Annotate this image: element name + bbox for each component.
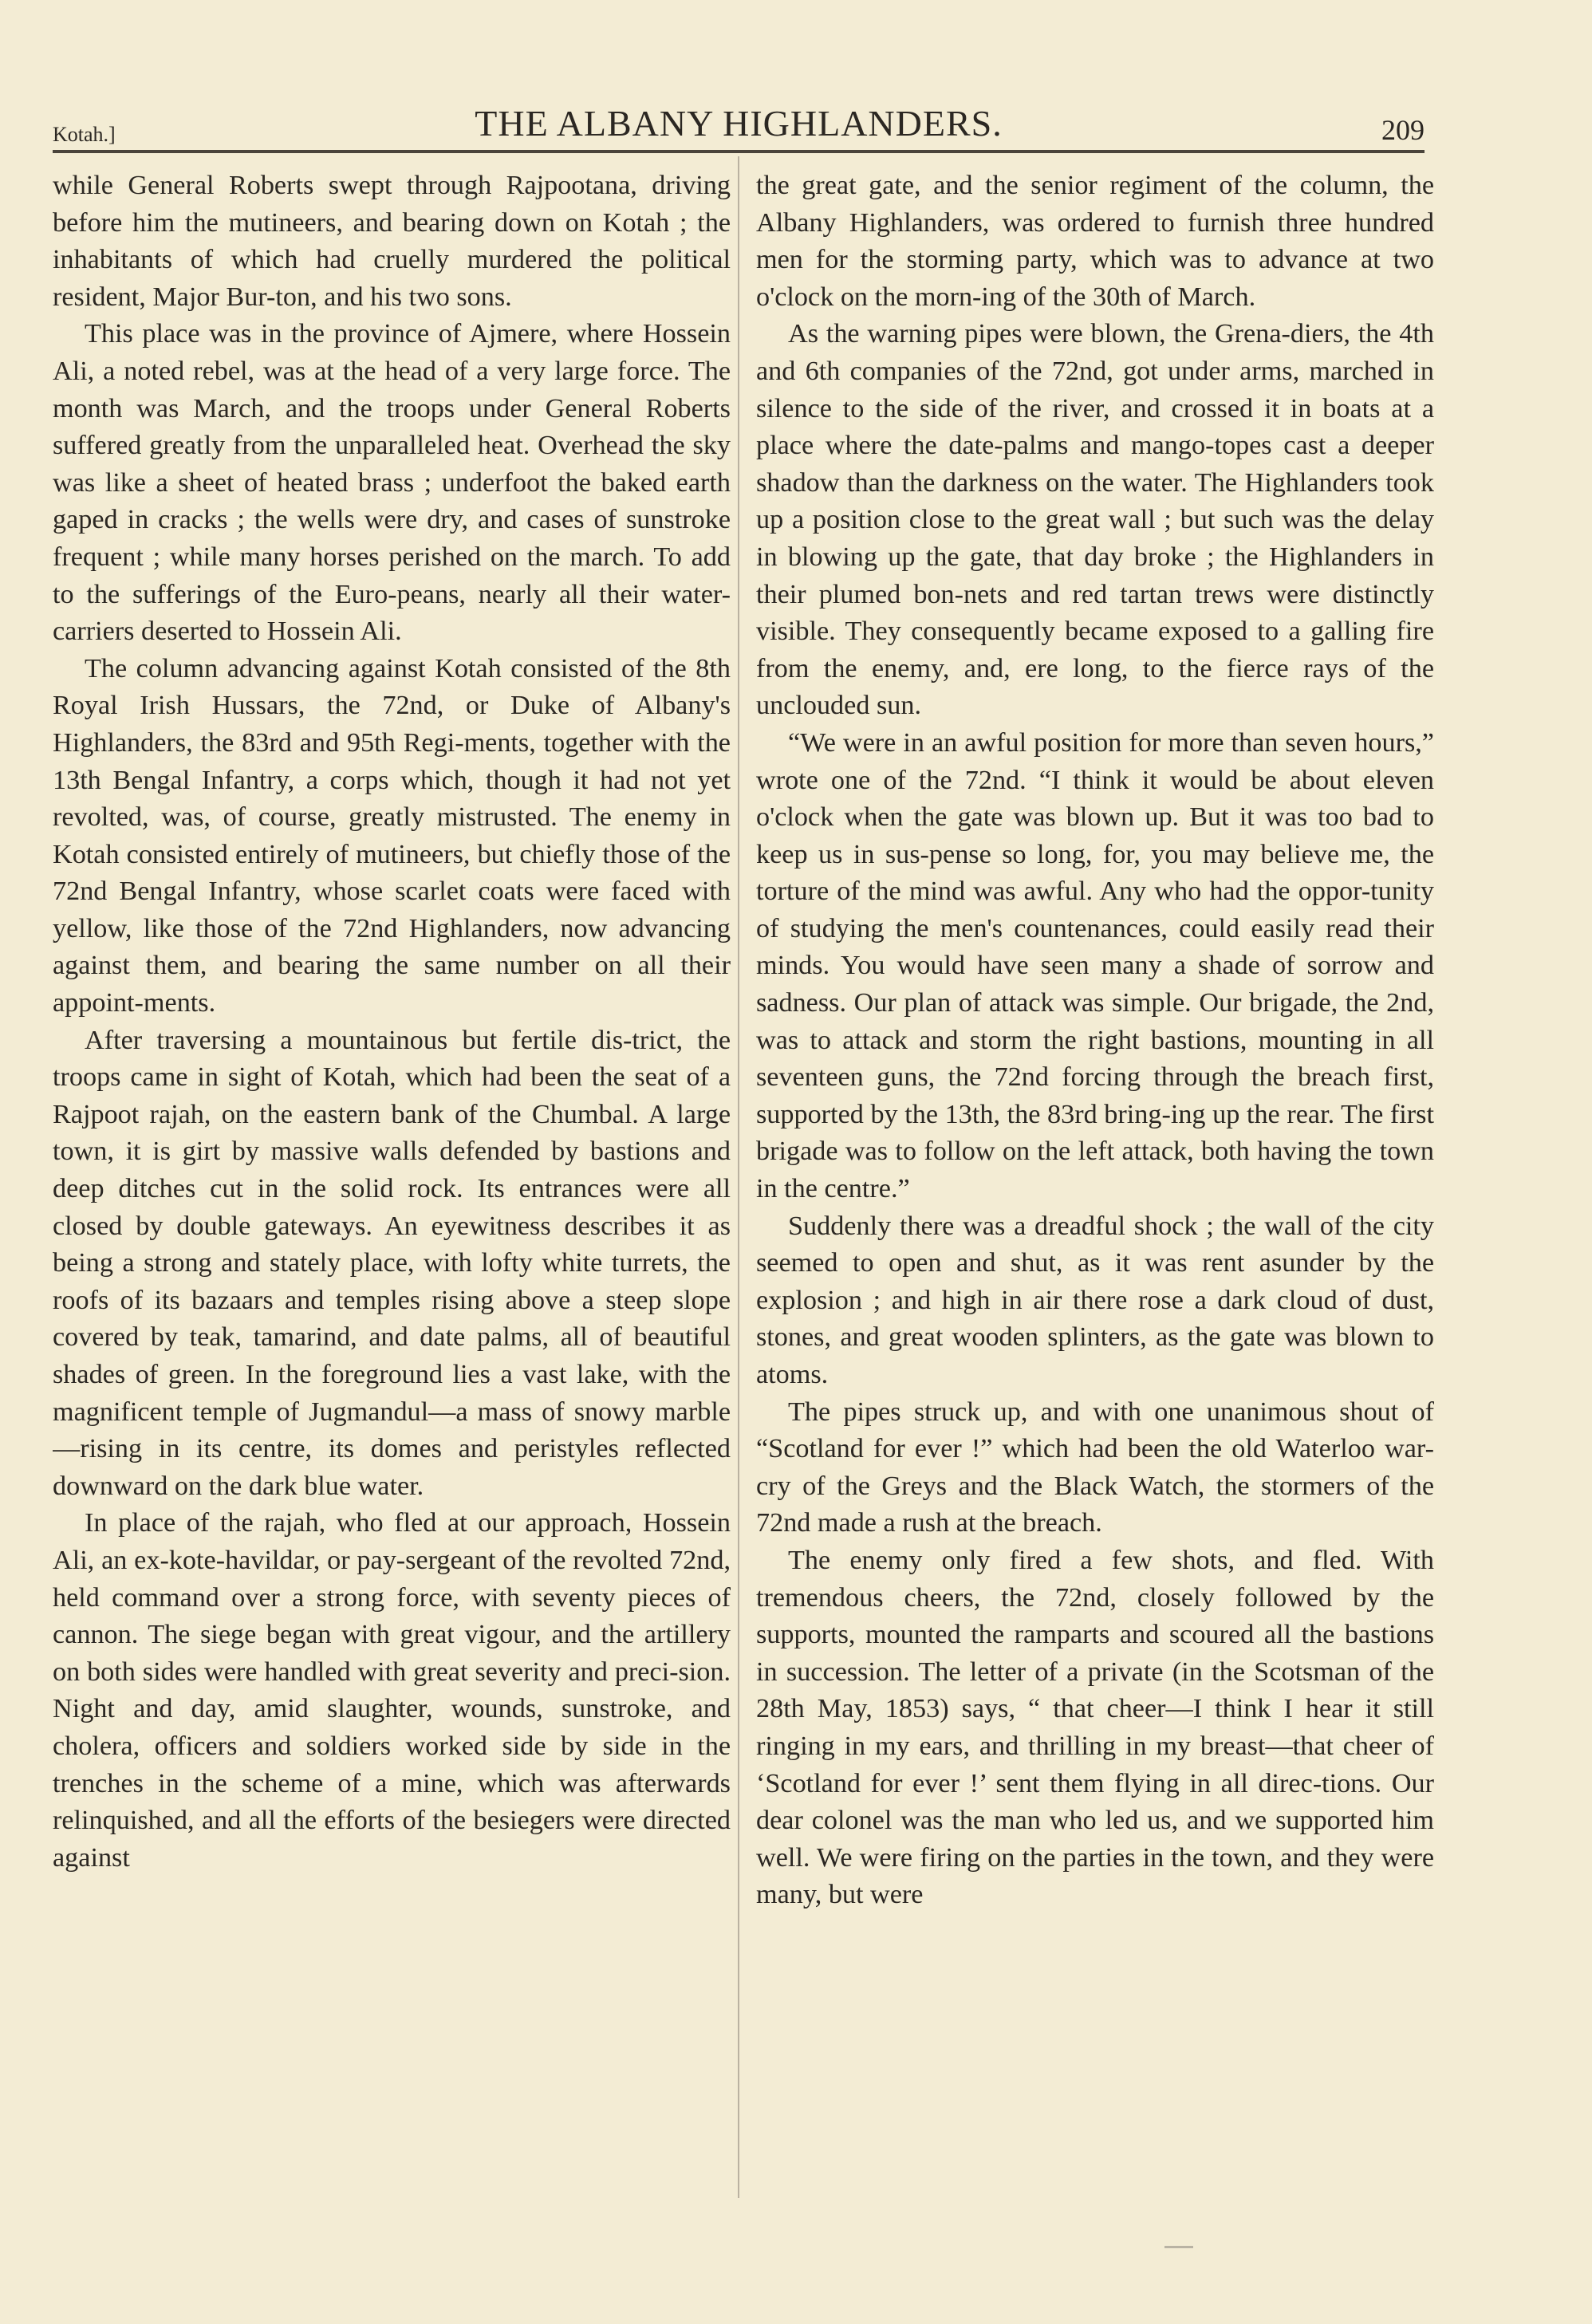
header-rule [53, 150, 1425, 153]
right-column [756, 167, 1434, 2233]
left-column [53, 167, 731, 2233]
paragraph: After traversing a mountainous but fertile dis-trict, the troops came in sight of Kotah, which had been the seat of a Rajpoot rajah, on the eastern bank of the Chumbal. A large town, it is girt by massive walls defended by bastions and deep ditches cut in the solid rock. Its entrances were all closed by double gateways. An eyewitness describes it as being a strong and stately place, with lofty white turrets, the roofs of its bazaars and temples rising above a steep slope covered by teak, tamarind, and date palms, all of beautiful shades of green. In the foreground lies a vast lake, with the magnificent temple of Jugmandul—a mass of snowy marble—rising in its centre, its domes and peristyles reflected downward on the dark blue water. [53, 1025, 731, 1501]
paragraph: This place was in the province of Ajmere, where Hossein Ali, a noted rebel, was at the head of a very large force. The month was March, and the troops under General Roberts suffered greatly from the unparalleled heat. Overhead the sky was like a sheet of heated brass ; underfoot the baked earth gaped in cracks ; the wells were dry, and cases of sunstroke frequent ; while many horses perished on the march. To add to the sufferings of the Euro-peans, nearly all their water-carriers deserted to Hossein Ali. [53, 319, 731, 647]
paragraph: In place of the rajah, who fled at our approach, Hossein Ali, an ex-kote-havildar, or pay-sergeant of the revolted 72nd, held command over a strong force, with seventy pieces of cannon. The siege began with great vigour, and the artillery on both sides were handled with great severity and preci-sion. Night and day, amid slaughter, wounds, sunstroke, and cholera, officers and soldiers worked side by side in the trenches in the scheme of a mine, which was afterwards relinquished, and all the efforts of the besiegers were directed against [53, 1508, 731, 1873]
paragraph: the great gate, and the senior regiment of the column, the Albany Highlanders, was ordered to furnish three hundred men for the storming party, which was to advance at two o'clock on the morn-ing of the 30th of March. [756, 171, 1434, 312]
header-section-label: Kotah.] [53, 123, 116, 146]
paragraph: As the warning pipes were blown, the Grena-diers, the 4th and 6th companies of the 72nd, got under arms, marched in silence to the side of the river, and crossed it in boats at a place where the date-palms and mango-topes cast a deeper shadow than the darkness on the water. The Highlanders took up a position close to the great wall ; but such was the delay in blowing up the gate, that day broke ; the Highlanders in their plumed bon-nets and red tartan trews were distinctly visible. They consequently became exposed to a galling fire from the enemy, and, ere long, to the fierce rays of the unclouded sun. [756, 319, 1434, 721]
paragraph: The pipes struck up, and with one unanimous shout of “Scotland for ever !” which had been the old Waterloo war-cry of the Greys and the Black Watch, the stormers of the 72nd made a rush at the breach. [756, 1396, 1434, 1538]
page-title: THE ALBANY HIGHLANDERS. [475, 103, 1003, 144]
paragraph: Suddenly there was a dreadful shock ; the wall of the city seemed to open and shut, as it was rent asunder by the explosion ; and high in air there rose a dark cloud of dust, stones, and great wooden splinters, as the gate was blown to atoms. [756, 1211, 1434, 1389]
column-divider [738, 156, 739, 2198]
page-number: 209 [1381, 114, 1425, 146]
paragraph: The enemy only fired a few shots, and fled. With tremendous cheers, the 72nd, closely followed by the supports, mounted the ramparts and scoured all the bastions in succession. The letter of a private (in the Scotsman of the 28th May, 1853) says, “ that cheer—I think I hear it still ringing in my ears, and thrilling in my breast—that cheer of ‘Scotland for ever !’ sent them flying in all direc-tions. Our dear colonel was the man who led us, and we supported him well. We were firing on the parties in the town, and they were many, but were [756, 1545, 1434, 1910]
paragraph: “We were in an awful position for more than seven hours,” wrote one of the 72nd. “I think it would be about eleven o'clock when the gate was blown up. But it was too bad to keep us in sus-pense so long, for, you may believe me, the torture of the mind was awful. Any who had the oppor-tunity of studying the men's countenances, could easily read their minds. You would have seen many a shade of sorrow and sadness. Our plan of attack was simple. Our brigade, the 2nd, was to attack and storm the right bastions, mounting in all seventeen guns, the 72nd forcing through the breach first, supported by the 13th, the 83rd bring-ing up the rear. The first brigade was to follow on the left attack, both having the town in the centre.” [756, 727, 1434, 1204]
paragraph: while General Roberts swept through Rajpootana, driving before him the mutineers, and bearing down on Kotah ; the inhabitants of which had cruelly murdered the political resident, Major Bur-ton, and his two sons. [53, 171, 731, 312]
running-header [53, 94, 1425, 158]
printer-mark [1164, 2246, 1193, 2248]
paragraph: The column advancing against Kotah consisted of the 8th Royal Irish Hussars, the 72nd, or Duke of Albany's Highlanders, the 83rd and 95th Regi-ments, together with the 13th Bengal Infantry, a corps which, though it had not yet revolted, was, of course, greatly mistrusted. The enemy in Kotah consisted entirely of mutineers, but chiefly those of the 72nd Bengal Infantry, whose scarlet coats were faced with yellow, like those of the 72nd Highlanders, now advancing against them, and bearing the same number on all their appoint-ments. [53, 653, 731, 1018]
